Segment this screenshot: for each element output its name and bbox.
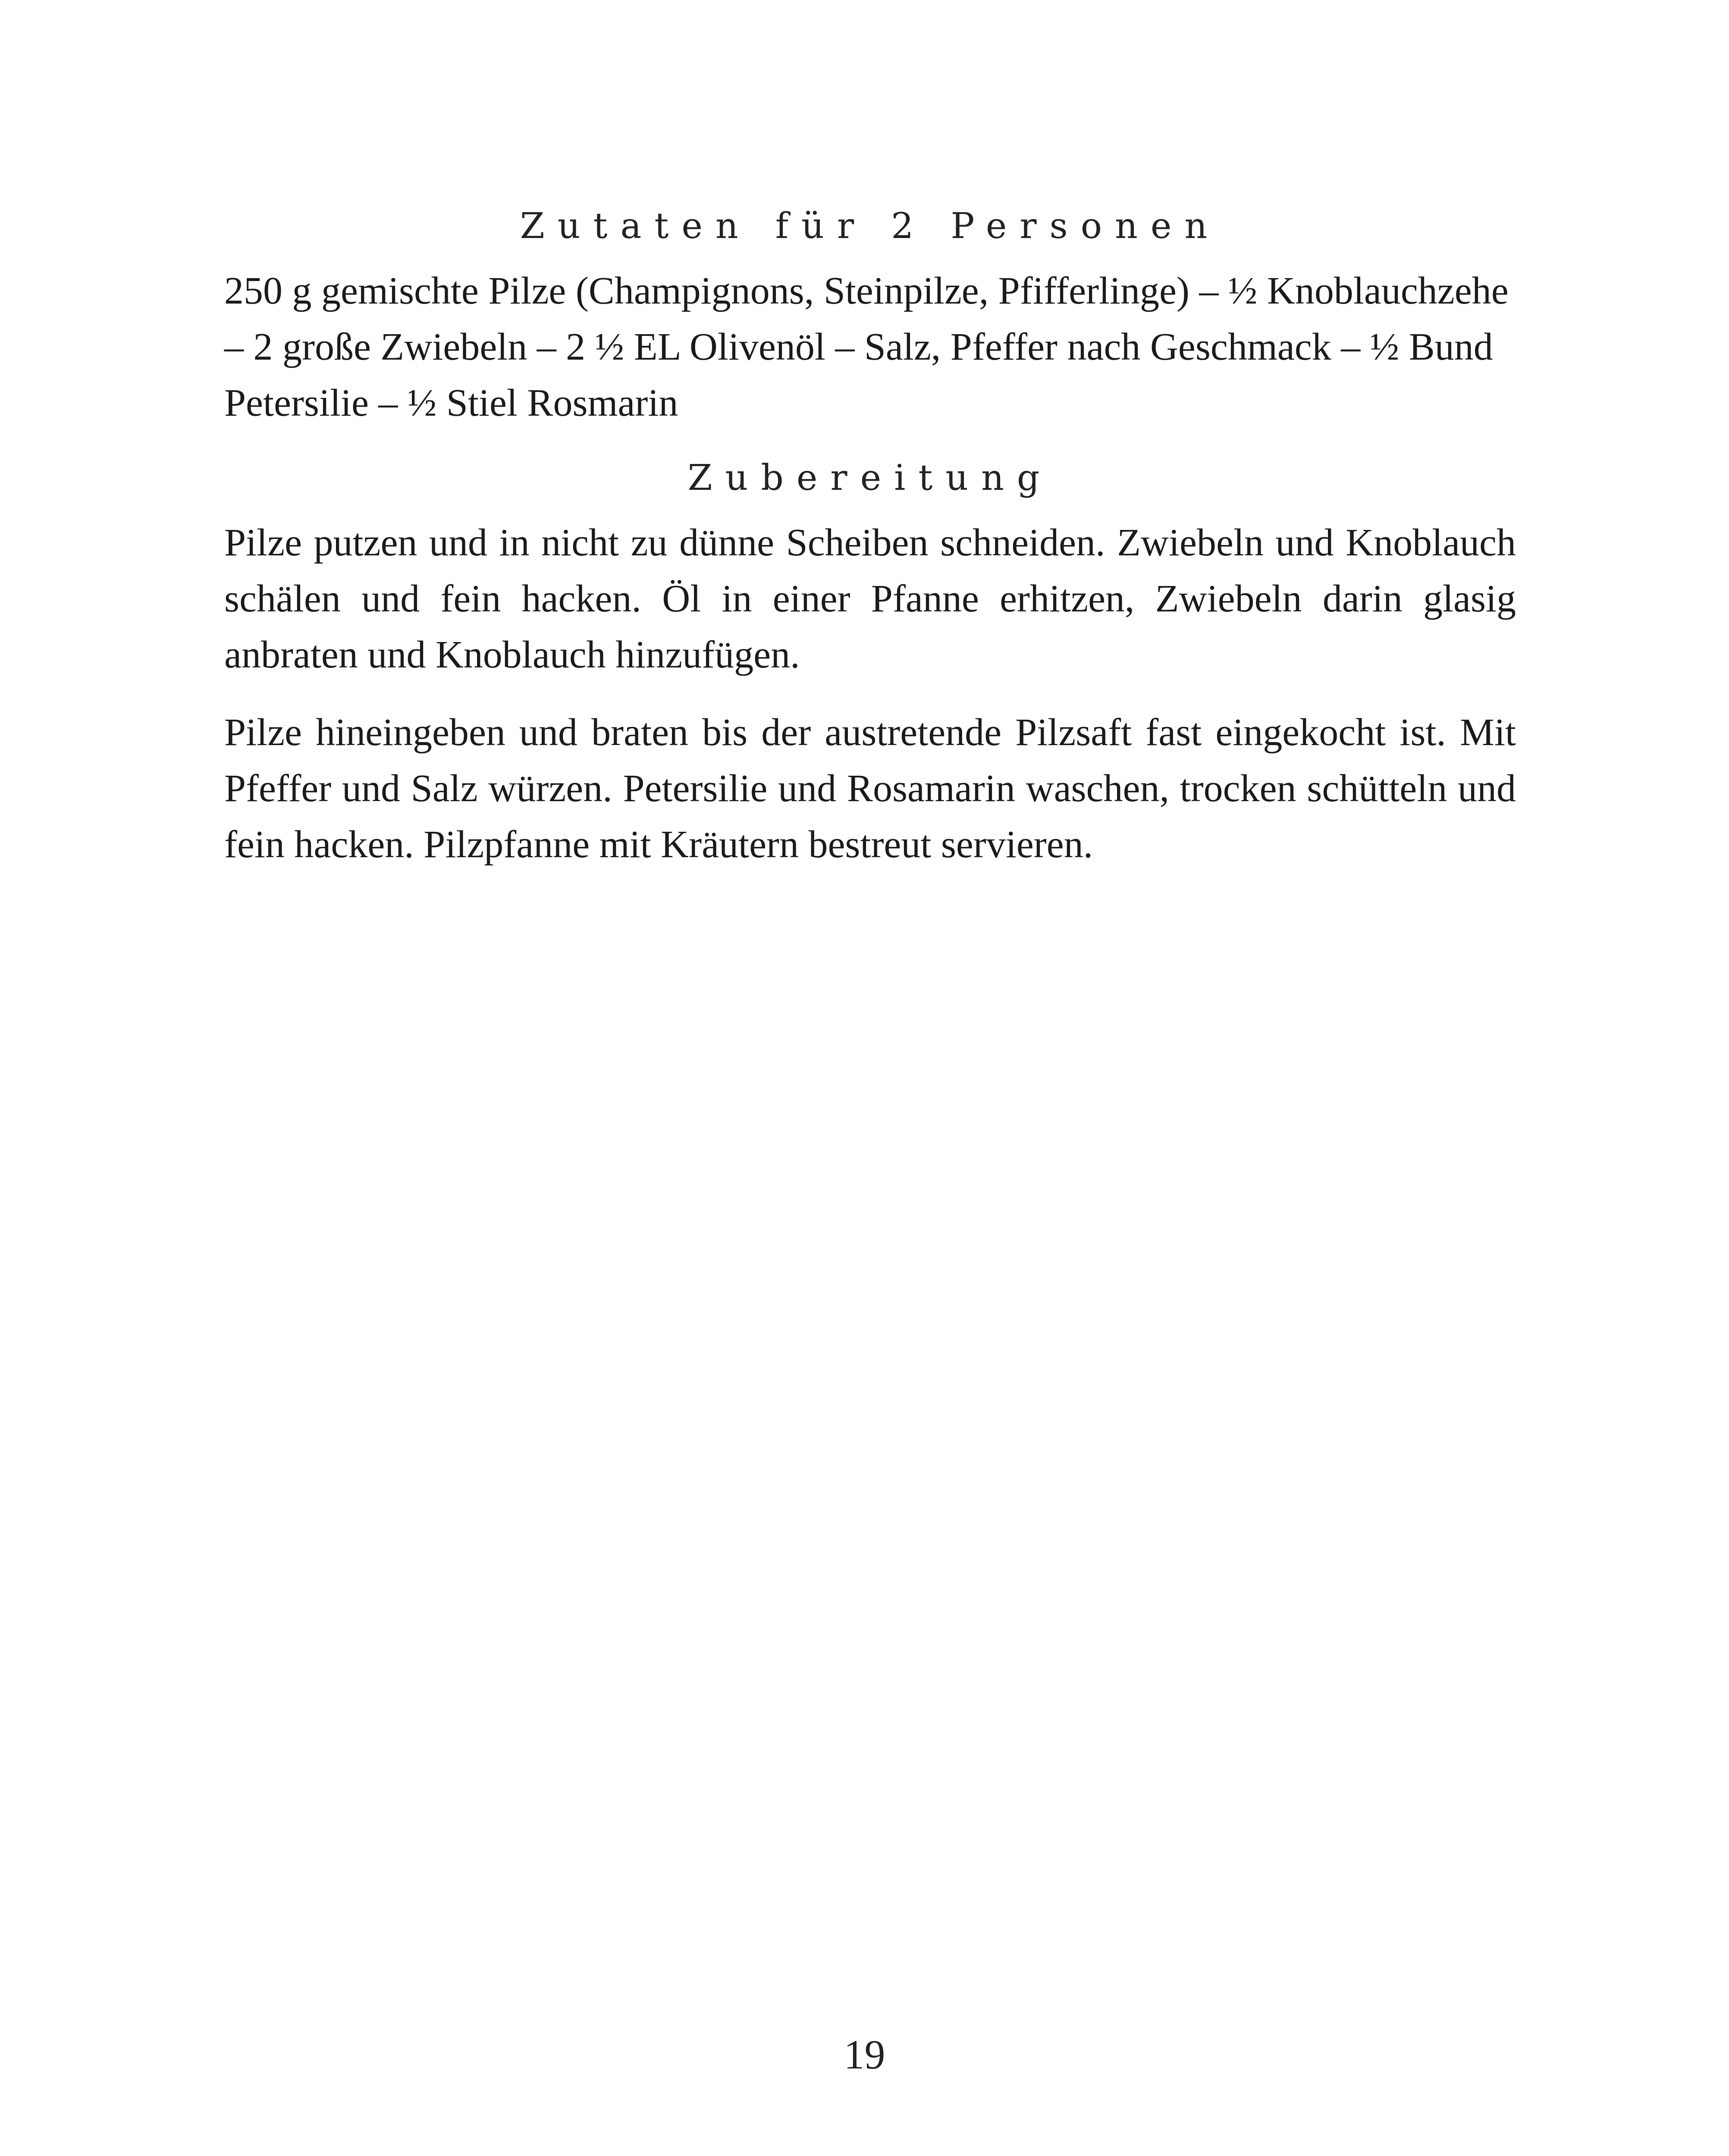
ingredients-heading: Zutaten für 2 Personen <box>520 206 1221 247</box>
preparation-paragraph-2: Pilze hineingeben und braten bis der austretende Pilzsaft fast eingekocht ist. Mit Pfeffer und Salz würzen. Petersilie und Rosamarin waschen, trocken schütteln und fein hacken. Pilzpfanne mit Kräutern bestreut servieren. <box>224 711 1516 866</box>
ingredients-list: 250 g gemischte Pilze (Champignons, Steinpilze, Pfifferlinge) – ½ Knoblauchzehe – 2 große Zwiebeln – 2 ½ EL Olivenöl – Salz, Pfeffer nach Geschmack – ½ Bund Petersilie – ½ Stiel Rosmarin <box>224 270 1509 424</box>
preparation-paragraph-1: Pilze putzen und in nicht zu dünne Scheiben schneiden. Zwiebeln und Knoblauch schälen und fein hacken. Öl in einer Pfanne erhitzen, Zwiebeln darin glasig anbraten und Knoblauch hinzufügen. <box>224 521 1516 676</box>
recipe-content <box>224 194 1516 873</box>
preparation-heading: Zubereitung <box>687 458 1053 498</box>
preparation-steps <box>224 515 1516 873</box>
page-number: 19 <box>844 2031 885 2078</box>
